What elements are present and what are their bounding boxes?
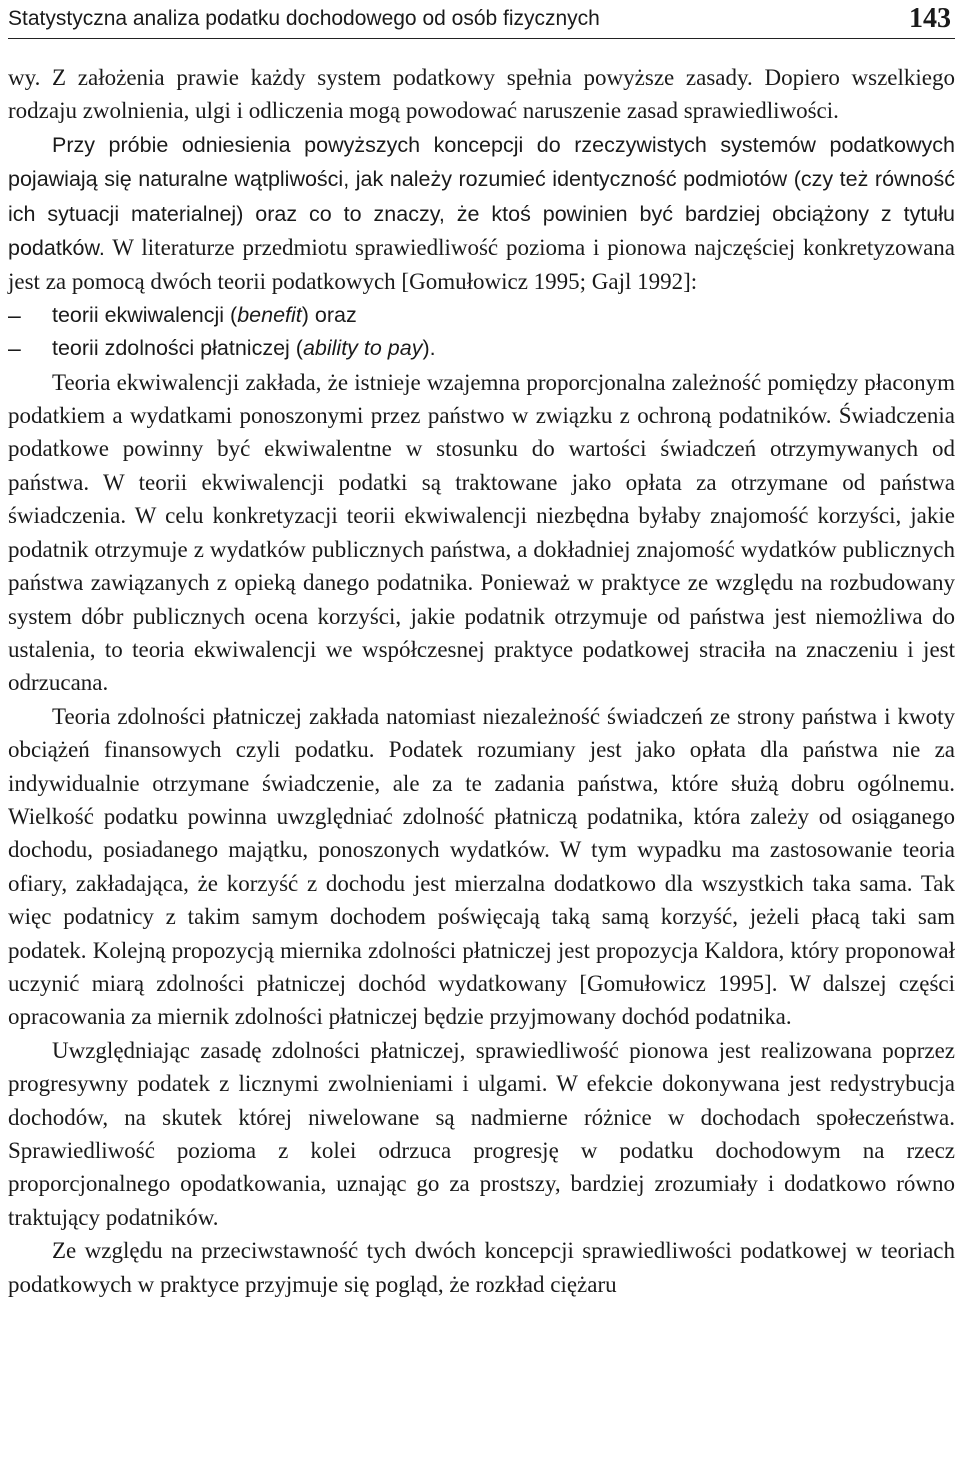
list-item-term-ability-to-pay: ability to pay: [302, 336, 423, 361]
list-dash: –: [8, 335, 21, 362]
page-number: 143: [909, 3, 951, 34]
running-header-title: Statystyczna analiza podatku dochodowego od osób fizycznych: [8, 7, 600, 30]
paragraph-opposing-concepts: Ze względu na przeciwstawność tych dwóch koncepcji sprawiedliwości podatkowej w teoriach podatkowych w praktyce przyjmuje się pogląd, że rozkład ciężaru: [8, 1238, 955, 1297]
list-item-text-after: ) oraz: [301, 302, 357, 327]
list-item-text: [52, 332, 955, 365]
running-header: [8, 0, 955, 39]
list-item-text-after: ).: [422, 336, 436, 361]
paragraph-continued: wy. Z założenia prawie każdy system podatkowy spełnia powyższe zasady. Dopiero wszelkiego rodzaju zwolnienia, ulgi i odliczenia mogą powodować naruszenie zasad sprawiedliwości.: [8, 65, 955, 124]
list-dash: –: [8, 301, 21, 328]
paragraph-ability-to-pay-theory: Teoria zdolności płatniczej zakłada natomiast niezależność świadczeń ze strony państwa i kwoty obciążeń finansowych czyli podatku. Podatek rozumiany jest jako opłata dla państwa nie za indywidualnie otrzymane świadczenie, ale za te zadania państwa, które służą dobru ogólnemu. Wielkość podatku powinna uwzględniać zdolność płatniczą podatnika, która zależy od osiąganego dochodu, posiadanego majątku, ponoszonych wydatków. W tym wypadku ma zastosowanie teoria ofiary, zakładająca, że korzyść z dochodu jest mierzalna dodatkowo dla wszystkich taka sama. Tak więc podatnicy z takim samym dochodem poświęcają taką samą korzyść, jeżeli płacą taki sam podatek. Kolejną propozycją miernika zdolności płatniczej jest propozycja Kaldora, który proponował uczynić miarą zdolności płatniczej dochód wydatkowany [Gomułowicz 1995]. W dalszej części opracowania za miernik zdolności płatniczej będzie przyjmowany dochód podatnika.: [8, 703, 955, 1030]
body-text: [8, 61, 955, 1301]
paragraph-two-theories: [8, 128, 955, 299]
list-item-text: [52, 299, 955, 332]
list-item-benefit: [8, 299, 955, 332]
list-item-text-before: teorii ekwiwalencji (: [52, 302, 238, 327]
paragraph-two-theories-sans-part: Przy próbie odniesienia powyższych koncepcji do rzeczywistych systemów podatkowych pojawiają się naturalne wątpliwości, jak należy rozumieć identyczność podmiotów (czy też równość ich sytuacji materialnej) oraz co to znaczy, że ktoś powinien być bardziej obciążony z tytułu podatków.: [8, 132, 955, 261]
list-item-ability-to-pay: [8, 332, 955, 365]
list-item-text-before: teorii zdolności płatniczej (: [52, 336, 303, 361]
paragraph-equivalence-theory: Teoria ekwiwalencji zakłada, że istnieje wzajemna proporcjonalna zależność pomiędzy płaconym podatkiem a wydatkami ponoszonymi przez państwo w związku z ochroną podatników. Świadczenia podatkowe powinny być ekwiwalentne w stosunku do wartości świadczeń otrzymywanych od państwa. W teorii ekwiwalencji podatki są traktowane jako opłata za otrzymane od państwa świadczenia. W celu konkretyzacji teorii ekwiwalencji niezbędna byłaby znajomość korzyści, jakie podatnik otrzymuje z wydatków publicznych państwa, a dokładniej znajomość wydatków publicznych państwa zawiązanych z opieką danego podatnika. Ponieważ w praktyce ze względu na rozbudowany system dóbr publicznych ocena korzyści, jakie podatnik otrzymuje od państwa jest niemożliwa do ustalenia, to teoria ekwiwalencji we współczesnej praktyce podatkowej straciła na znaczeniu i jest odrzucana.: [8, 369, 955, 696]
paragraph-two-theories-serif-part: W literaturze przedmiotu sprawiedliwość pozioma i pionowa najczęściej konkretyzowana jest za pomocą dwóch teorii podatkowych [Gomułowicz 1995; Gajl 1992]:: [8, 235, 955, 295]
paragraph-vertical-horizontal-equity: Uwzględniając zasadę zdolności płatniczej, sprawiedliwość pionowa jest realizowana poprzez progresywny podatek z licznymi zwolnieniami i ulgami. W efekcie dokonywana jest redystrybucja dochodów, na skutek której niwelowane są nadmierne różnice w dochodach społeczeństwa. Sprawiedliwość pozioma z kolei odrzuca progresję w podatku dochodowym na rzecz proporcjonalnego opodatkowania, uznając go za prostszy, bardziej zrozumiały i dodatkowo równo traktujący podatników.: [8, 1037, 955, 1230]
list-item-term-benefit: benefit: [237, 302, 302, 327]
